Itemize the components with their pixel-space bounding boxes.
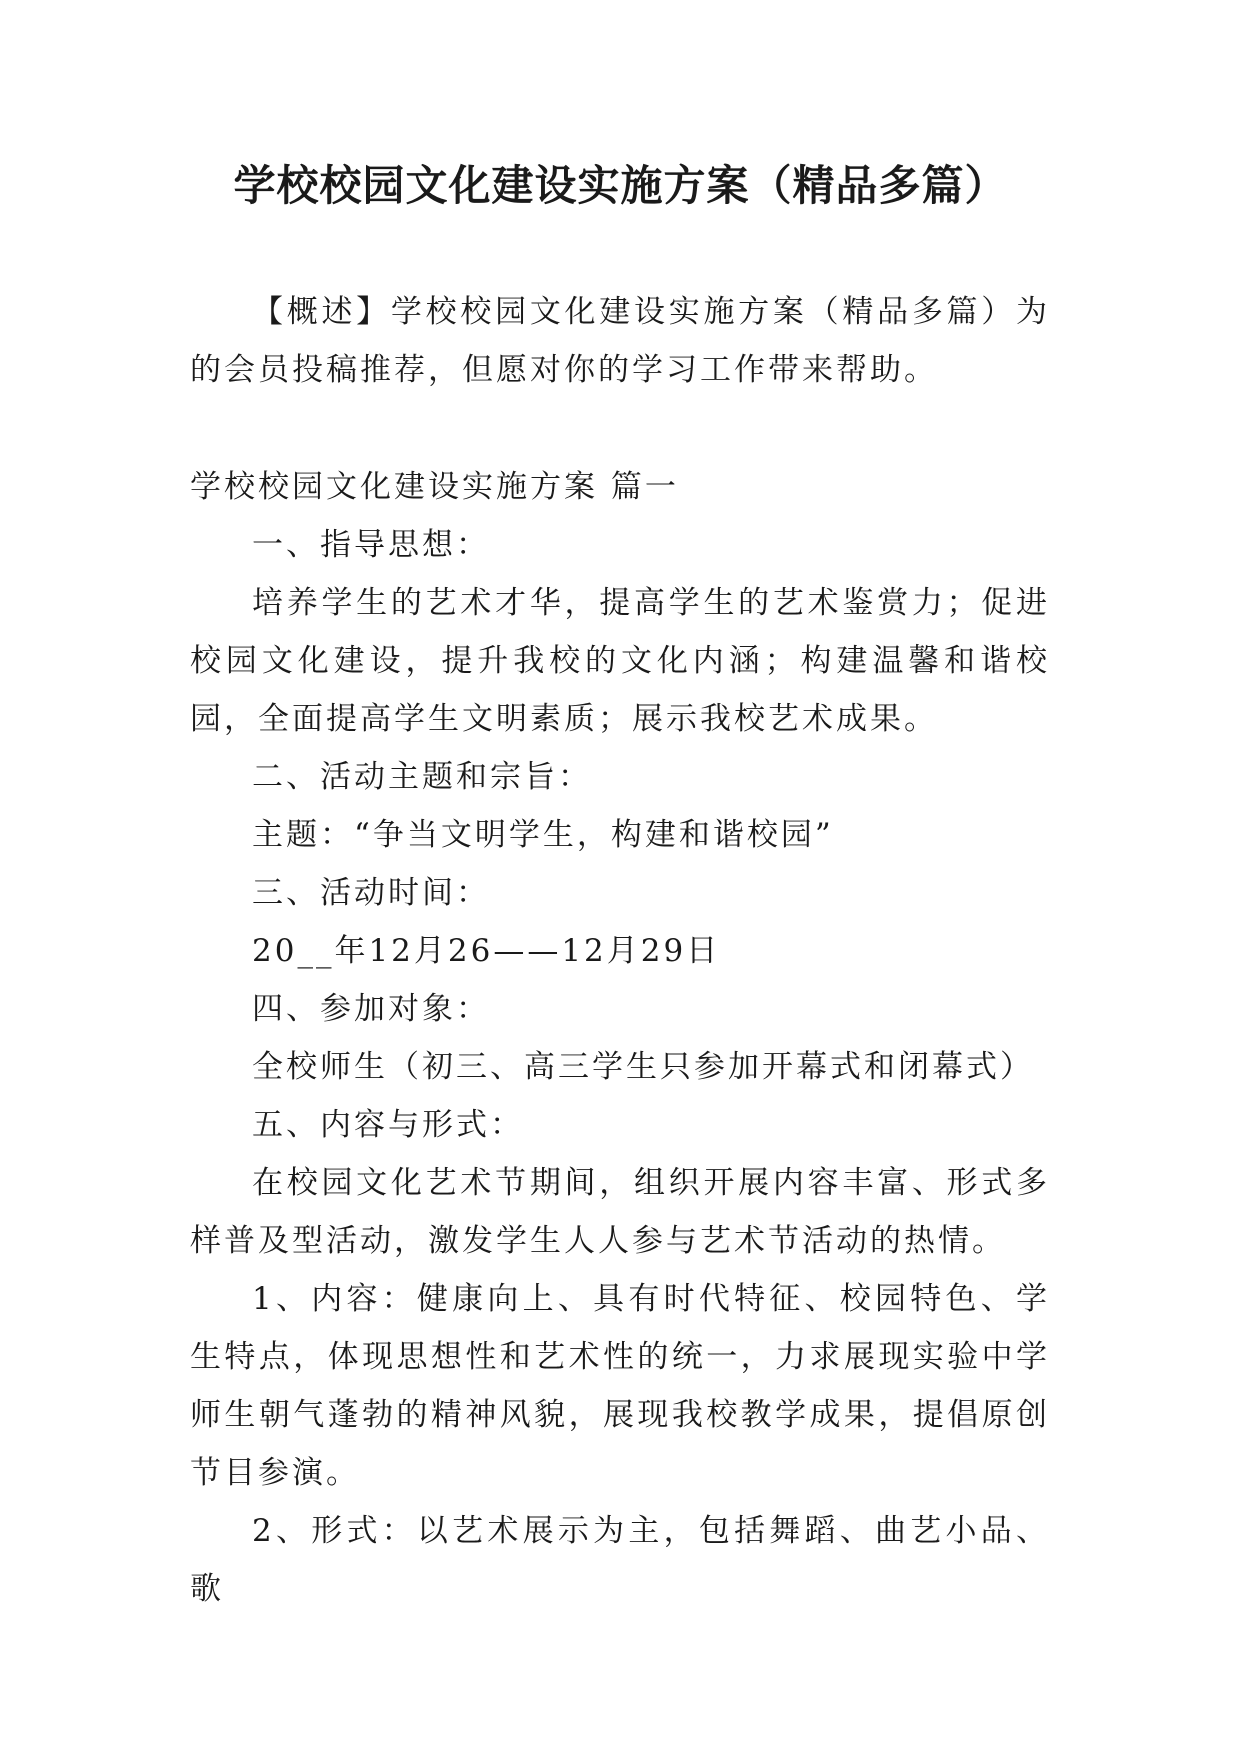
paragraph-content-item-1: 1、内容：健康向上、具有时代特征、校园特色、学生特点，体现思想性和艺术性的统一，力求展现实验中学师生朝气蓬勃的精神风貌，展现我校教学成果，提倡原创节目参演。: [190, 1281, 1050, 1491]
paragraph-participants: 全校师生（初三、高三学生只参加开幕式和闭幕式）: [252, 1049, 1034, 1085]
paragraph-activity-theme: 主题：“争当文明学生，构建和谐校园”: [252, 817, 834, 853]
section-heading: 学校校园文化建设实施方案 篇一: [190, 469, 679, 505]
heading-content-form: 五、内容与形式：: [252, 1107, 524, 1143]
paragraph-guiding-ideology: 培养学生的艺术才华，提高学生的艺术鉴赏力；促进校园文化建设，提升我校的文化内涵；构建温馨和谐校园，全面提高学生文明素质；展示我校艺术成果。: [190, 585, 1050, 737]
heading-guiding-ideology: 一、指导思想：: [252, 527, 490, 563]
heading-activity-time: 三、活动时间：: [252, 875, 490, 911]
abstract-block: [190, 283, 1050, 399]
heading-activity-theme: 二、活动主题和宗旨：: [252, 759, 592, 795]
paragraph-content-form: 在校园文化艺术节期间，组织开展内容丰富、形式多样普及型活动，激发学生人人参与艺术节活动的热情。: [190, 1165, 1050, 1259]
heading-participants: 四、参加对象：: [252, 991, 490, 1027]
paragraph-content-item-2: 2、形式：以艺术展示为主，包括舞蹈、曲艺小品、歌: [190, 1513, 1050, 1607]
article-body: [190, 458, 1050, 1618]
document-title: 学校校园文化建设实施方案（精品多篇）: [233, 161, 1008, 210]
abstract-paragraph: 【概述】学校校园文化建设实施方案（精品多篇）为的会员投稿推荐，但愿对你的学习工作带来帮助。: [190, 294, 1050, 388]
paragraph-activity-time: 20__年12月26——12月29日: [252, 933, 721, 969]
